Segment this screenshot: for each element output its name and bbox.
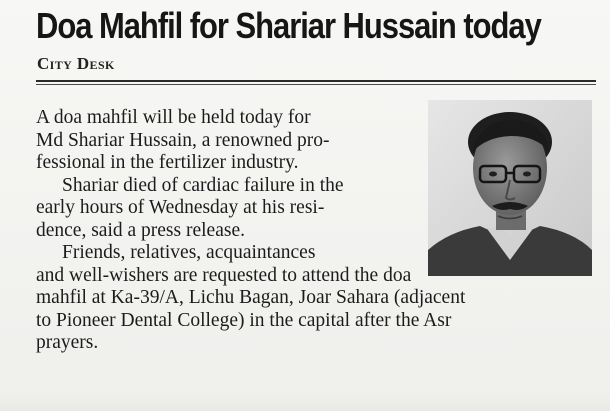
article-body [36, 107, 465, 355]
article-line: prayers. [36, 332, 99, 353]
article-line: fessional in the fertilizer industry. [36, 152, 299, 173]
article-line: mahfil at Ka-39/A, Lichu Bagan, Joar Sahara (adjacent [36, 287, 466, 308]
article-line: early hours of Wednesday at his resi- [36, 197, 325, 218]
article-line: dence, said a press release. [36, 219, 245, 241]
divider-rule-thin [36, 84, 596, 85]
article-line: Md Shariar Hussain, a renowned pro- [36, 129, 330, 151]
desk-label: City Desk [37, 54, 115, 73]
article-line: to Pioneer Dental College) in the capital after the Asr [36, 309, 452, 331]
page-edge-shade [0, 395, 610, 411]
headline: Doa Mahfil for Shariar Hussain today [36, 5, 541, 46]
article-line: A doa mahfil will be held today for [36, 107, 311, 128]
article-line: and well-wishers are requested to attend the doa [36, 264, 412, 286]
article-line: Friends, relatives, acquaintances [62, 242, 316, 263]
article-line: Shariar died of cardiac failure in the [62, 174, 344, 196]
divider-rule-thick [36, 80, 596, 82]
